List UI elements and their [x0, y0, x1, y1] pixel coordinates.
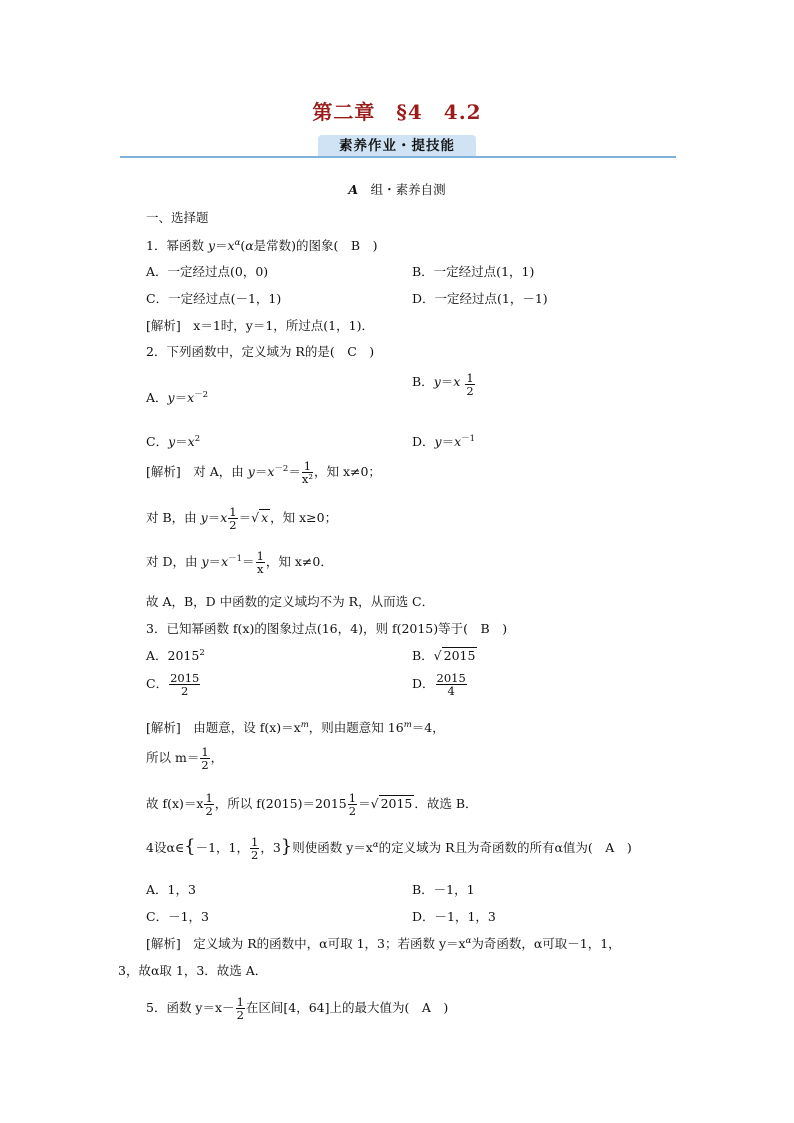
- q2-analysis-line-2: 对 B，由 y＝x $\frac{1}{2}$ ＝√ x ，知 x≥0；: [146, 505, 338, 533]
- q4-option-a: A．1，3: [146, 882, 196, 897]
- q1-option-b: B．一定经过点(1，1): [412, 264, 535, 279]
- q2-analysis-line-1: [解析] 对 A，由 $y=x^{-2}=$ $\frac{1}{\text{x²}}$ ，知 x≠0；: [146, 459, 381, 487]
- q1-analysis: [解析] x＝1时，y＝1，所过点(1，1)．: [146, 318, 374, 333]
- q4-option-b: B．－1，1: [412, 882, 475, 897]
- header-divider: [120, 156, 676, 158]
- question-3: 3．已知幂函数 f(x)的图象过点(16，4)，则 f(2015)等于( B ): [146, 621, 508, 636]
- page-title: 第二章 §4 4.2: [312, 100, 482, 124]
- question-1: 1．幂函数 $y=x^\alpha(\alpha$是常数)的图象( B ): [146, 238, 378, 253]
- q3-option-d: D． $\frac{2015}{4}$: [412, 671, 466, 699]
- question-5: 5．函数 y＝x－ $\frac{1}{2}$ 在区间[4，64]上的最大值为( A ): [146, 995, 449, 1023]
- q1-option-a: A．一定经过点(0，0): [146, 264, 269, 279]
- q2-analysis-line-4: 故 A，B，D 中函数的定义域均不为 R，从而选 C．: [146, 594, 435, 609]
- question-2: 2．下列函数中，定义域为 R的是( C ): [146, 344, 375, 359]
- q2-option-c: C．$y=x^2$: [146, 434, 201, 449]
- q3-option-c: C． $\frac{2015}{2}$: [146, 671, 200, 699]
- q4-option-d: D．－1，1，3: [412, 909, 496, 924]
- section-heading: 一、选择题: [146, 210, 209, 225]
- q3-analysis-line-3: 故 f(x)＝x $\frac{1}{2}$ ，所以 f(2015)＝2015 $\frac{1}{2}$ ＝√ 2015 ．故选 B．: [146, 791, 478, 819]
- q4-option-c: C．－1，3: [146, 909, 209, 924]
- question-4: 4设α∈{－1，1， $\frac{1}{2}$ ，3}则使函数 $y=x^\alpha$的定义域为 R且为奇函数的所有α值为( A ): [146, 835, 632, 863]
- section-banner: 素养作业・提技能: [318, 135, 476, 157]
- q1-option-d: D．一定经过点(1，－1): [412, 291, 548, 306]
- q3-analysis-line-1: [解析] 由题意，设 $f(x)=x^m$，则由题意知 $16^m=4$，: [146, 720, 445, 735]
- q2-option-d: D．$y=x^{-1}$: [412, 434, 476, 449]
- q3-analysis-line-2: 所以 m＝ $\frac{1}{2}$ ，: [146, 745, 224, 773]
- q4-analysis-line-2: 3，故α取 1，3．故选 A．: [118, 963, 268, 978]
- q4-analysis-line-1: [解析] 定义域为 R的函数中，α可取 1，3；若函数 $y=x^\alpha$为奇函数，α可取－1，1，: [146, 936, 621, 951]
- q2-option-b: B．y＝x $\frac{1}{2}$: [412, 371, 474, 399]
- q3-option-b: B．√ 2015: [412, 648, 476, 663]
- q2-option-a: A．$y=x^{-2}$: [146, 390, 209, 405]
- group-title: A 组・素养自测: [348, 182, 446, 197]
- q3-option-a: A．2015$^2$: [146, 648, 205, 663]
- q1-option-c: C．一定经过点(－1，1): [146, 291, 282, 306]
- q2-analysis-line-3: 对 D，由 $y=x^{-1}=$ $\frac{1}{x}$ ，知 x≠0．: [146, 549, 333, 577]
